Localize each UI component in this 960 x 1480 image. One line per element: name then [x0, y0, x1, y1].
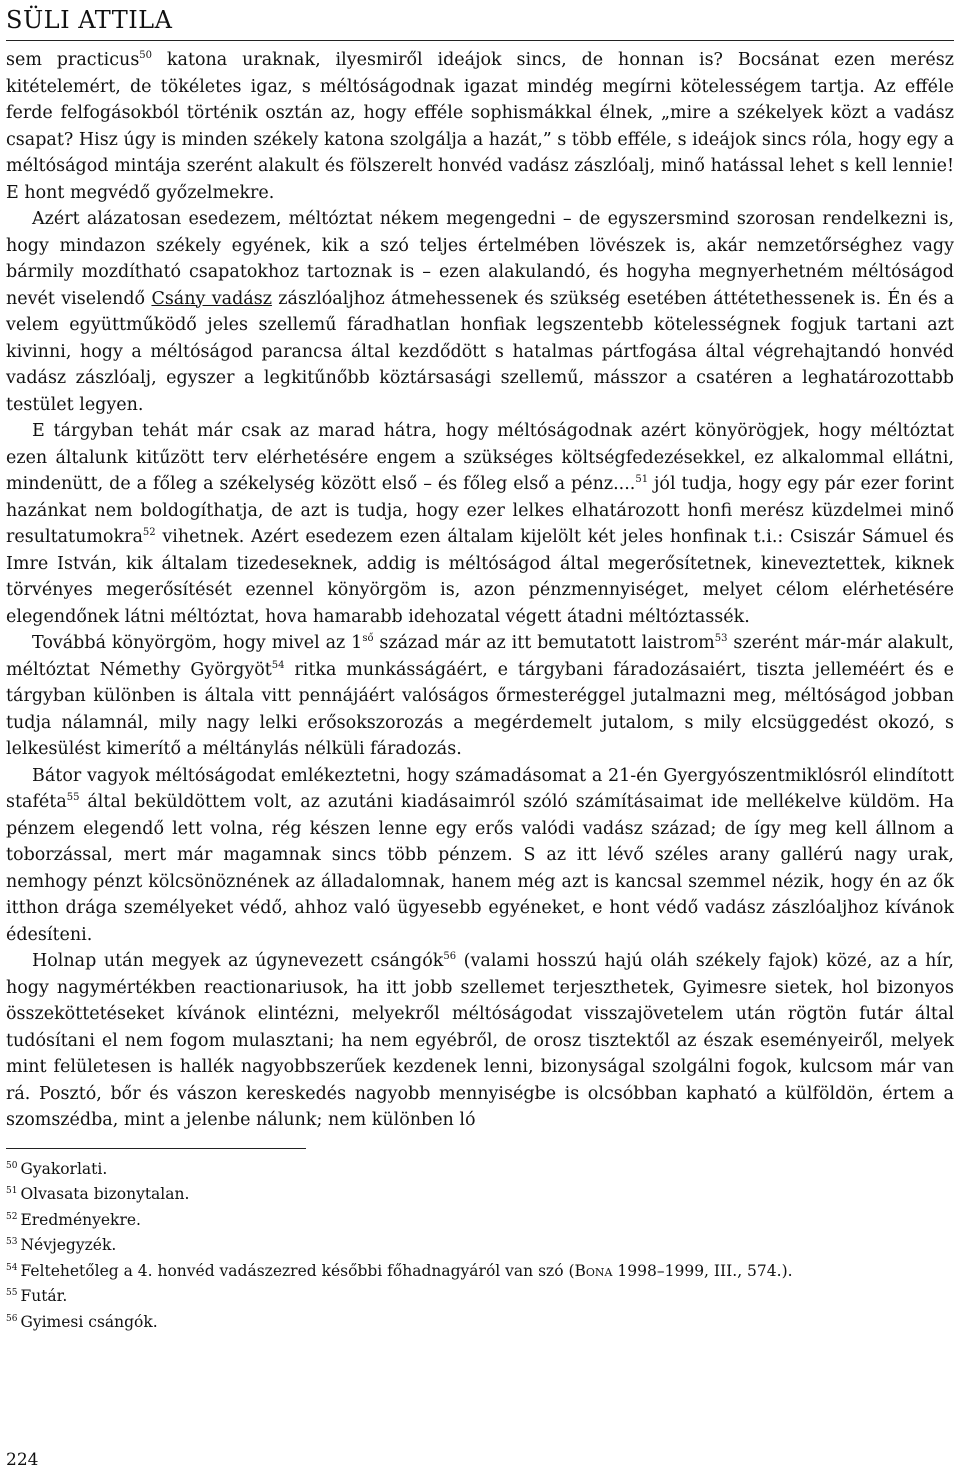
footnote — [6, 1259, 954, 1285]
text-run: vihetnek. Azért esedezem ezen általam kijelölt két jeles honfinak t.i.: Csiszár Sámuel és Imre István, kik általam tizedeseknek, addig is méltóságod által megerősítetnek, kineveztettek, kiknek törvényes megerősítését ezennel könyörgöm is, azon pénzmennyiséget, melyet célom elérhetésére elegendőnek látni méltóztat, hova hamarabb idehozatal végett átadni méltóztassék. — [6, 527, 954, 627]
footnote-number: 56 — [6, 1313, 18, 1324]
text-run: katona uraknak, ilyesmiről ideájok sincs, de honnan is? Bocsánat ezen merész kitételemért, de tökéletes igaz, s méltóságodnak igazat mindég megírni kötelességem tartja. Az efféle ferde felfogásokból történik osztán az, hogy efféle sophismákkal élnek, „mire a székelyek közt a vadász csapat? Hisz úgy is minden székely katona szolgálja a hazát,” s több efféle, s ideájok sincs róla, hogy egy a méltóságod mintája szerént alakult és fölszerelt honvéd vadász zászlóalj, minő hatással lehet s kell lennie! E hont megvédő győzelmekre. — [6, 50, 954, 203]
footnote-separator — [6, 1148, 306, 1149]
footnote-number: 50 — [6, 1160, 18, 1171]
footnote-number: 53 — [6, 1237, 18, 1247]
running-header: SÜLI ATTILA — [6, 6, 173, 34]
paragraph — [6, 948, 954, 1134]
footnotes — [6, 1157, 954, 1336]
footnote-ref: 51 — [635, 474, 649, 485]
footnote-ref: ső — [362, 633, 374, 644]
document-page — [6, 0, 954, 1335]
text-run: Továbbá könyörgöm, hogy mivel az 1 — [32, 633, 363, 653]
text-run: ritka munkásságáért, e tárgybani fáradozásaiért, tiszta jelleméért és e tárgyban különben is általa vitt pennájáért valóságos őrmesteréggel jutalmazni meg, méltóságod jobban tudja nálamnál, mily nagy lelki erősokszorozás a megérdemelt jutalom, s mily elcsüggedést okozó, s lelkesülést kimerítő a méltánylás nélküli fáradozás. — [6, 659, 954, 759]
footnote-number: 52 — [6, 1211, 18, 1222]
text-run: Holnap után megyek az úgynevezett csángók — [32, 951, 444, 971]
paragraph — [6, 47, 954, 206]
footnote-number: 54 — [6, 1262, 18, 1273]
text-run: által beküldöttem volt, az azutáni kiadásaimról szóló számításaimat ide mellékelve küldöm. Ha pénzem elegendő lett volna, rég készen lenne egy erős valódi vadász század; de így meg kell állnom a toborzással, mert már magamnak sincs több pénzem. S az itt lévő széles arany gallérú nagy urak, nemhogy pénzt kölcsönöznének az álladalomnak, hanem még azt is kancsal szemmel nézik, hogy én az ők itthon drága személyeket védő, ahhoz való ügyesebb egyéneket, e hont védő vadász zászlóaljhoz kívánok édesíteni. — [6, 792, 954, 945]
text-run: 1998–1999, III., 574.). — [612, 1261, 793, 1280]
footnote-text: Névjegyzék. — [20, 1236, 117, 1254]
footnote — [6, 1182, 954, 1208]
underlined-text: Csány vadász — [151, 288, 272, 309]
small-caps-text: ona — [585, 1261, 613, 1280]
text-run: század már az itt bemutatott laistrom — [373, 633, 715, 653]
text-run: sem practicus — [6, 50, 140, 70]
footnote — [6, 1208, 954, 1234]
paragraph — [6, 630, 954, 763]
footnote — [6, 1157, 954, 1183]
footnote-number: 51 — [6, 1186, 18, 1196]
footnote-ref: 53 — [714, 633, 728, 644]
footnote-text: Futár. — [20, 1287, 68, 1305]
text-run: E tárgyban tehát már csak az marad hátra, hogy méltóságodnak azért könyörögjek, hogy méltóztat ezen általunk kitűzött terv elérhetésére engem a szükséges költségfedezésekkel, ez alkalommal ellátni, mindenütt, de a főleg a székelység között első – és főleg első a pénz.... — [6, 421, 954, 494]
text-run: jól tudja, hogy egy pár ezer forint hazánkat nem boldogíthatja, de azt is tudja, hogy ezer lelkes elhatározott honfi merész küzdelmei minő resultatumokra — [6, 474, 954, 547]
text-run: Feltehetőleg a 4. honvéd vadászezred későbbi főhadnagyáról van szó (B — [20, 1261, 586, 1280]
footnote-text: Gyimesi csángók. — [20, 1312, 158, 1331]
text-run: (valami hosszú hajú oláh székely fajok) közé, az a hír, hogy nagymértékben reactionariusok, ha itt jobb szellemet terjeszthetek, Gyimesre sietek, hol bizonyos összeköttetéseket kívánok elintézni, melyekről méltóságodat visszajövetelem után rögtön futár által tudósítani el nem fogom mulasztani; ha nem egyébről, de orosz tisztektől az észak eseményeiről, melyek mint felületesen is hallék nagyobbszerűek kezdenek lenni, bizonyságal szolgálni fogok, kulcsom már van rá. Posztó, bőr és vászon kereskedés nagyobb mennyiségbe is olcsóbban kapható a külföldön, értem a szomszédba, mint a jelenbe nálunk; nem különben ló — [6, 951, 954, 1130]
footnote-text: Eredményekre. — [20, 1210, 141, 1229]
footnote-ref: 56 — [443, 951, 457, 962]
footnote-text: Gyakorlati. — [20, 1159, 108, 1178]
footnote-ref: 50 — [139, 50, 153, 61]
text-run: szerént már-már alakult, méltóztat Némethy Györgyöt — [6, 633, 954, 680]
footnote — [6, 1310, 954, 1336]
text-run: Bátor vagyok méltóságodat emlékeztetni, hogy számadásomat a 21-én Gyergyószentmiklósról elindított staféta — [6, 765, 954, 812]
paragraph — [6, 763, 954, 949]
footnote — [6, 1284, 954, 1310]
footnote-ref: 55 — [66, 792, 80, 803]
body-text — [6, 47, 954, 1134]
footnote-ref: 54 — [271, 659, 285, 671]
page-number: 224 — [6, 1450, 39, 1470]
header-rule — [6, 40, 954, 41]
footnote — [6, 1233, 954, 1259]
footnote-number: 55 — [6, 1288, 18, 1298]
text-run: zászlóaljhoz átmehessenek és szükség esetében áttétethessenek is. Én és a velem együttműködő jeles szellemű fáradhatlan honfiak legszentebb kötelességnek fogjuk tartani azt kivinni, hogy a méltóságod parancsa által kezdődött s hatalmas pártfogása által végrehajtandó honvéd vadász zászlóalj, egyszer a legkitűnőbb köztársasági szellemű, másszor a csatéren a leghatározottabb testület legyen. — [6, 288, 955, 415]
paragraph — [6, 206, 954, 418]
footnote-text: Olvasata bizonytalan. — [20, 1185, 190, 1203]
text-run: Azért alázatosan esedezem, méltóztat nékem megengedni – de egyszersmind szorosan rendelkezni is, hogy mindazon székely egyének, kik a szó teljes értelmében lövészek is, akár nemzetőrséghez vagy bármily mozdítható csapatokhoz tartoznak is – ezen alakulandó, és hogyha megnyerhetném méltóságod nevét viselendő — [6, 209, 954, 309]
footnote-ref: 52 — [142, 527, 156, 538]
paragraph — [6, 418, 954, 630]
